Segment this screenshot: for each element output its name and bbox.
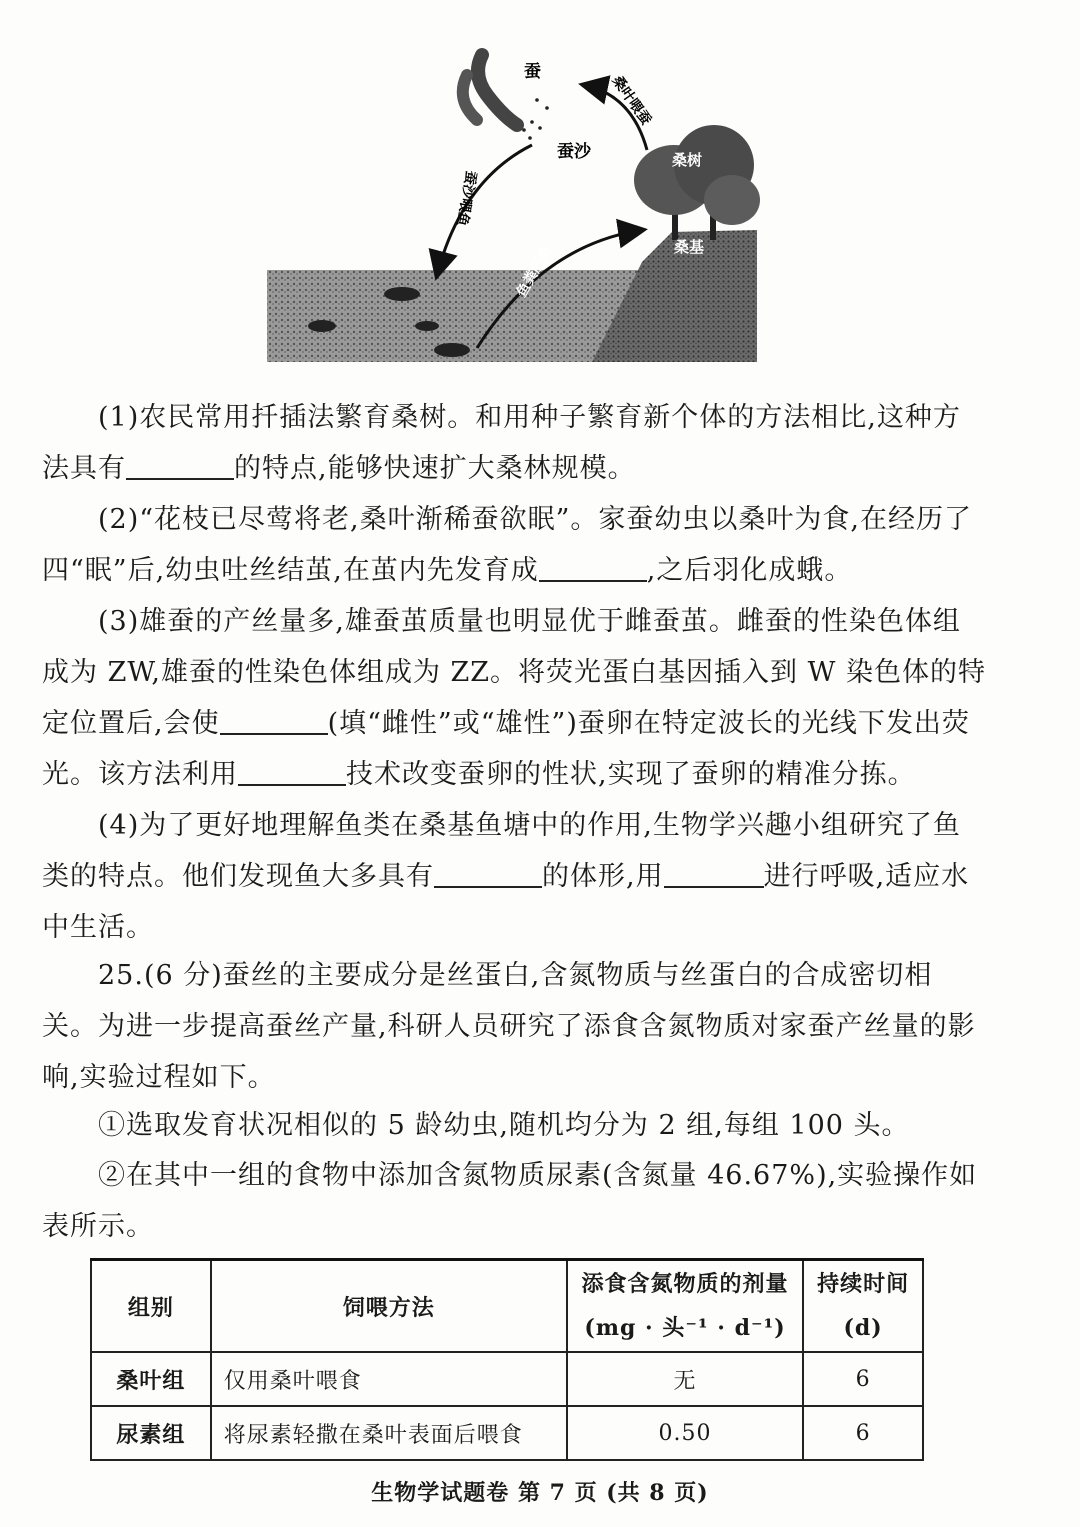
cell-method: 将尿素轻撒在桑叶表面后喂食	[211, 1406, 567, 1460]
answer-blank-6[interactable]	[664, 860, 764, 888]
label-silkworm: 蚕	[524, 62, 541, 82]
answer-blank-1[interactable]	[126, 452, 234, 480]
label-silkworm-feces: 蚕沙	[557, 142, 591, 162]
q24-part3	[42, 596, 987, 800]
header-duration-line2: (d)	[843, 1315, 883, 1341]
table-row	[91, 1406, 923, 1460]
table-row	[91, 1352, 923, 1406]
answer-blank-2[interactable]	[539, 554, 647, 582]
diagram-svg	[262, 30, 762, 365]
q24-part4-text-c: 进行呼吸,适应水中生活。	[42, 861, 970, 943]
header-dose	[567, 1260, 803, 1353]
cell-group: 桑叶组	[91, 1352, 211, 1406]
q24-part2-text-a: (2)“花枝已尽莺将老,桑叶渐稀蚕欲眠”。家蚕幼虫以桑叶为食,在经历了四“眠”后,幼虫吐丝结茧,在茧内先发育成	[42, 504, 973, 586]
q24-part1	[42, 392, 987, 494]
cell-group: 尿素组	[91, 1406, 211, 1460]
cell-method: 仅用桑叶喂食	[211, 1352, 567, 1406]
header-duration-line1: 持续时间	[817, 1271, 910, 1297]
header-dose-line2: (mg · 头⁻¹ · d⁻¹)	[584, 1315, 786, 1341]
q24-part2	[42, 494, 987, 596]
header-dose-line1: 添食含氮物质的剂量	[581, 1271, 789, 1297]
table-header-row	[91, 1260, 923, 1353]
experiment-table	[90, 1258, 924, 1461]
q24-part2-text-b: ,之后羽化成蛾。	[646, 555, 853, 586]
q24-part3-text-b: (填“雌性”或“雄性”)蚕卵在特定波长的光线下发出荧光。该方法利用	[42, 708, 970, 790]
q24-part1-text-a: (1)农民常用扦插法繁育桑树。和用种子繁育新个体的方法相比,这种方法具有	[42, 402, 961, 484]
cell-duration: 6	[803, 1352, 923, 1406]
cell-dose: 0.50	[567, 1406, 803, 1460]
q24-part3-text-c: 技术改变蚕卵的性状,实现了蚕卵的精准分拣。	[346, 759, 916, 790]
cell-dose: 无	[567, 1352, 803, 1406]
label-leaf-to-silkworm: 桑叶喂蚕	[608, 73, 654, 129]
label-fish-to-mulberry: 鱼粪肥桑	[513, 243, 556, 300]
answer-blank-5[interactable]	[434, 860, 542, 888]
q24-part4	[42, 800, 987, 953]
q25-intro: 25.(6 分)蚕丝的主要成分是丝蛋白,含氮物质与丝蛋白的合成密切相关。为进一步提高蚕丝产量,科研人员研究了添食含氮物质对家蚕产丝量的影响,实验过程如下。	[42, 960, 976, 1093]
q24-part4-text-b: 的体形,用	[542, 861, 664, 892]
header-group: 组别	[91, 1260, 211, 1353]
mulberry-fishpond-diagram	[262, 30, 762, 365]
answer-blank-3[interactable]	[220, 707, 328, 735]
answer-blank-4[interactable]	[238, 758, 346, 786]
q25-step2: ②在其中一组的食物中添加含氮物质尿素(含氮量 46.67%),实验操作如表所示。	[42, 1160, 978, 1242]
header-duration	[803, 1260, 923, 1353]
mulberry-trees	[634, 125, 760, 240]
cell-duration: 6	[803, 1406, 923, 1460]
header-method: 饲喂方法	[211, 1260, 567, 1353]
label-feces-to-fish: 蚕沙喂鱼	[453, 169, 479, 228]
q24-part4-text-a: (4)为了更好地理解鱼类在桑基鱼塘中的作用,生物学兴趣小组研究了鱼类的特点。他们发现鱼大多具有	[42, 810, 961, 892]
q24-part1-text-b: 的特点,能够快速扩大桑林规模。	[234, 453, 636, 484]
arrow-feces-to-fish	[437, 145, 532, 275]
page-footer: 生物学试题卷 第 7 页 (共 8 页)	[371, 1480, 709, 1506]
label-mulberry-bank: 桑基	[674, 238, 705, 256]
q25-step1: ①选取发育状况相似的 5 龄幼虫,随机均分为 2 组,每组 100 头。	[98, 1110, 910, 1141]
q24-part3-text-a: (3)雄蚕的产丝量多,雄蚕茧质量也明显优于雌蚕茧。雌蚕的性染色体组成为 ZW,雄蚕的性染色体组成为 ZZ。将荧光蛋白基因插入到 W 染色体的特定位置后,会使	[42, 606, 986, 739]
label-mulberry: 桑树	[672, 151, 703, 169]
